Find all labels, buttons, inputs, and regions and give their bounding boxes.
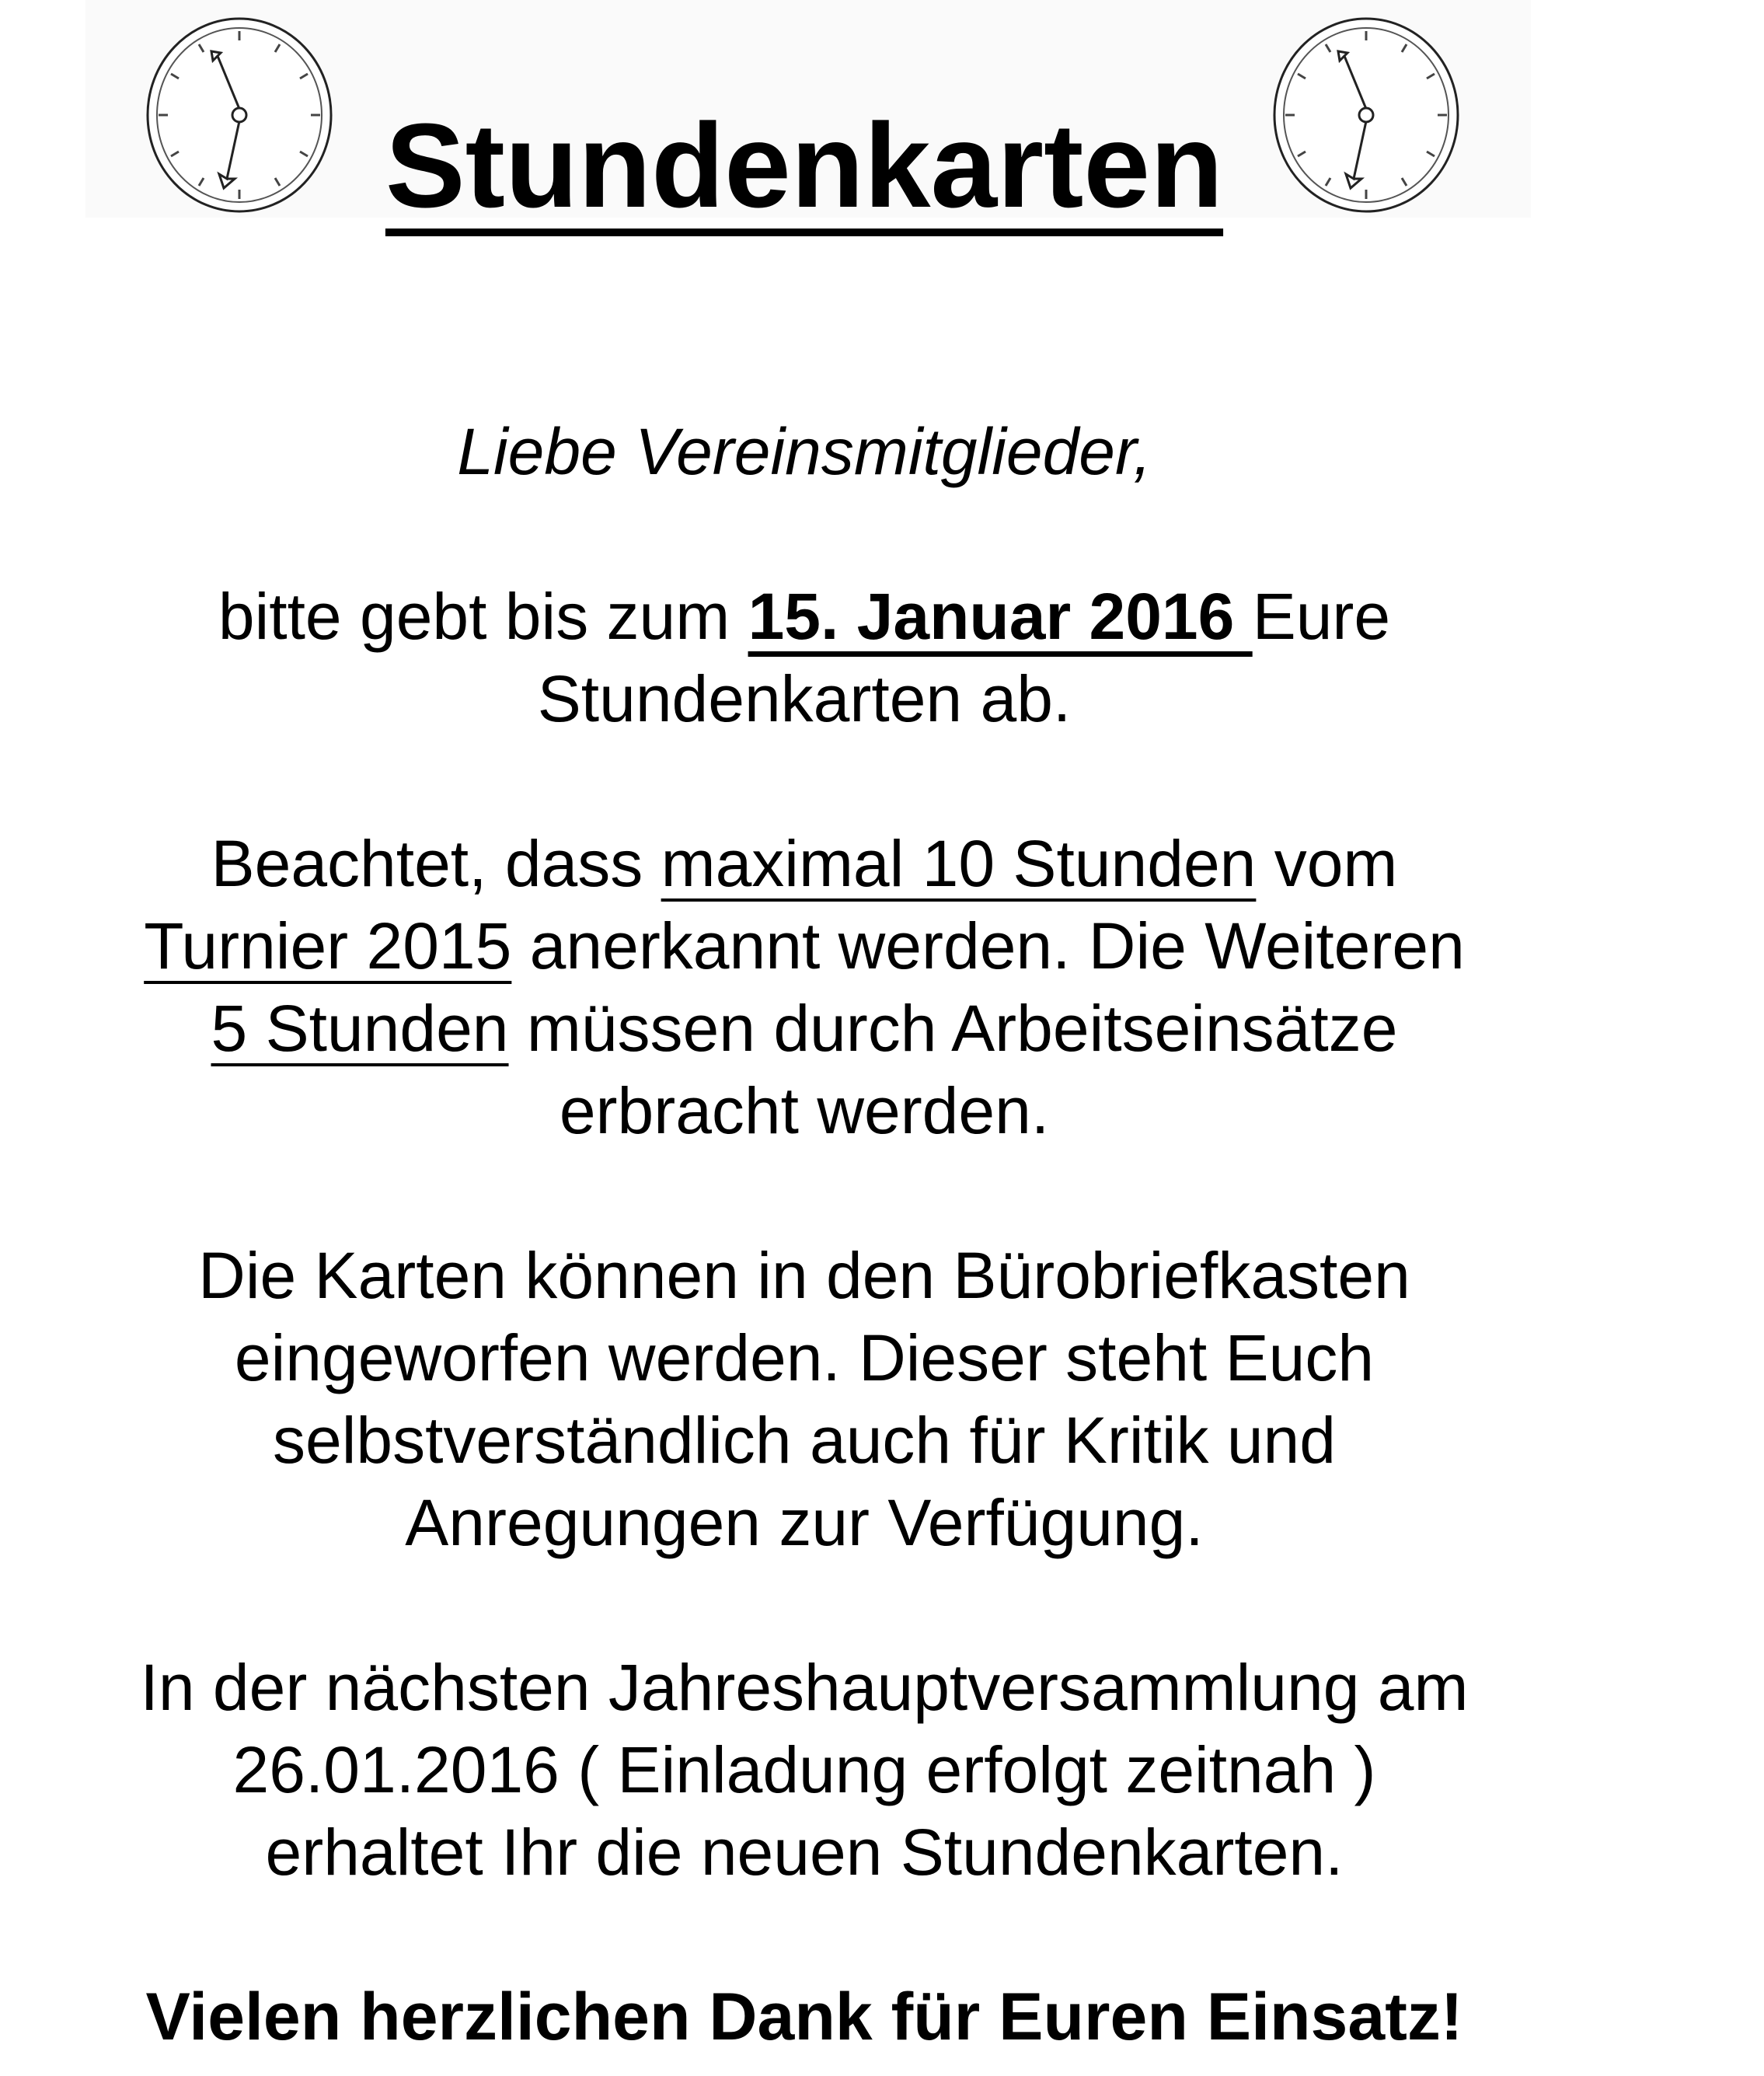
spacer <box>0 493 1609 575</box>
spacer <box>0 1564 1609 1646</box>
hours-after-max: vom <box>1256 827 1398 900</box>
hours-after-tournament: anerkannt werden. Die Weiteren <box>511 909 1465 982</box>
mailbox-line-2: eingeworfen werden. Dieser steht Euch <box>234 1321 1375 1394</box>
notice-body <box>0 410 1609 2058</box>
mailbox-line-1: Die Karten können in den Bürobriefkasten <box>198 1239 1410 1312</box>
deadline-paragraph <box>0 575 1609 658</box>
max-hours: maximal 10 Stunden <box>661 827 1257 900</box>
hours-line-1 <box>0 822 1609 905</box>
salutation: Liebe Vereinsmitglieder, <box>457 415 1152 488</box>
page-title: Stundenkarten <box>385 99 1224 232</box>
deadline-date: 15. Januar 2016 <box>748 580 1253 653</box>
deadline-line-2: Stundenkarten ab. <box>537 662 1072 735</box>
mailbox-line-3: selbstverständlich auch für Kritik und <box>273 1404 1336 1477</box>
hours-after-five: müssen durch Arbeitseinsätze <box>508 992 1398 1065</box>
meeting-line-3: erhaltet Ihr die neuen Stundenkarten. <box>265 1816 1344 1889</box>
thanks-line: Vielen herzlichen Dank für Euren Einsatz! <box>145 1980 1463 2054</box>
spacer <box>0 1893 1609 1976</box>
meeting-line-1: In der nächsten Jahreshauptversammlung am <box>140 1651 1469 1724</box>
mailbox-line-4: Anregungen zur Verfügung. <box>405 1486 1204 1559</box>
hours-line-2 <box>0 905 1609 987</box>
hours-lead: Beachtet, dass <box>211 827 661 900</box>
meeting-line-2: 26.01.2016 ( Einladung erfolgt zeitnah ) <box>232 1733 1376 1806</box>
five-hours: 5 Stunden <box>211 992 509 1065</box>
spacer <box>0 740 1609 822</box>
hours-line-4: erbracht werden. <box>559 1074 1050 1147</box>
tournament: Turnier 2015 <box>144 909 512 982</box>
deadline-lead: bitte gebt bis zum <box>218 580 748 653</box>
deadline-tail: Eure <box>1252 580 1391 653</box>
spacer <box>0 1152 1609 1234</box>
hours-line-3 <box>0 987 1609 1069</box>
